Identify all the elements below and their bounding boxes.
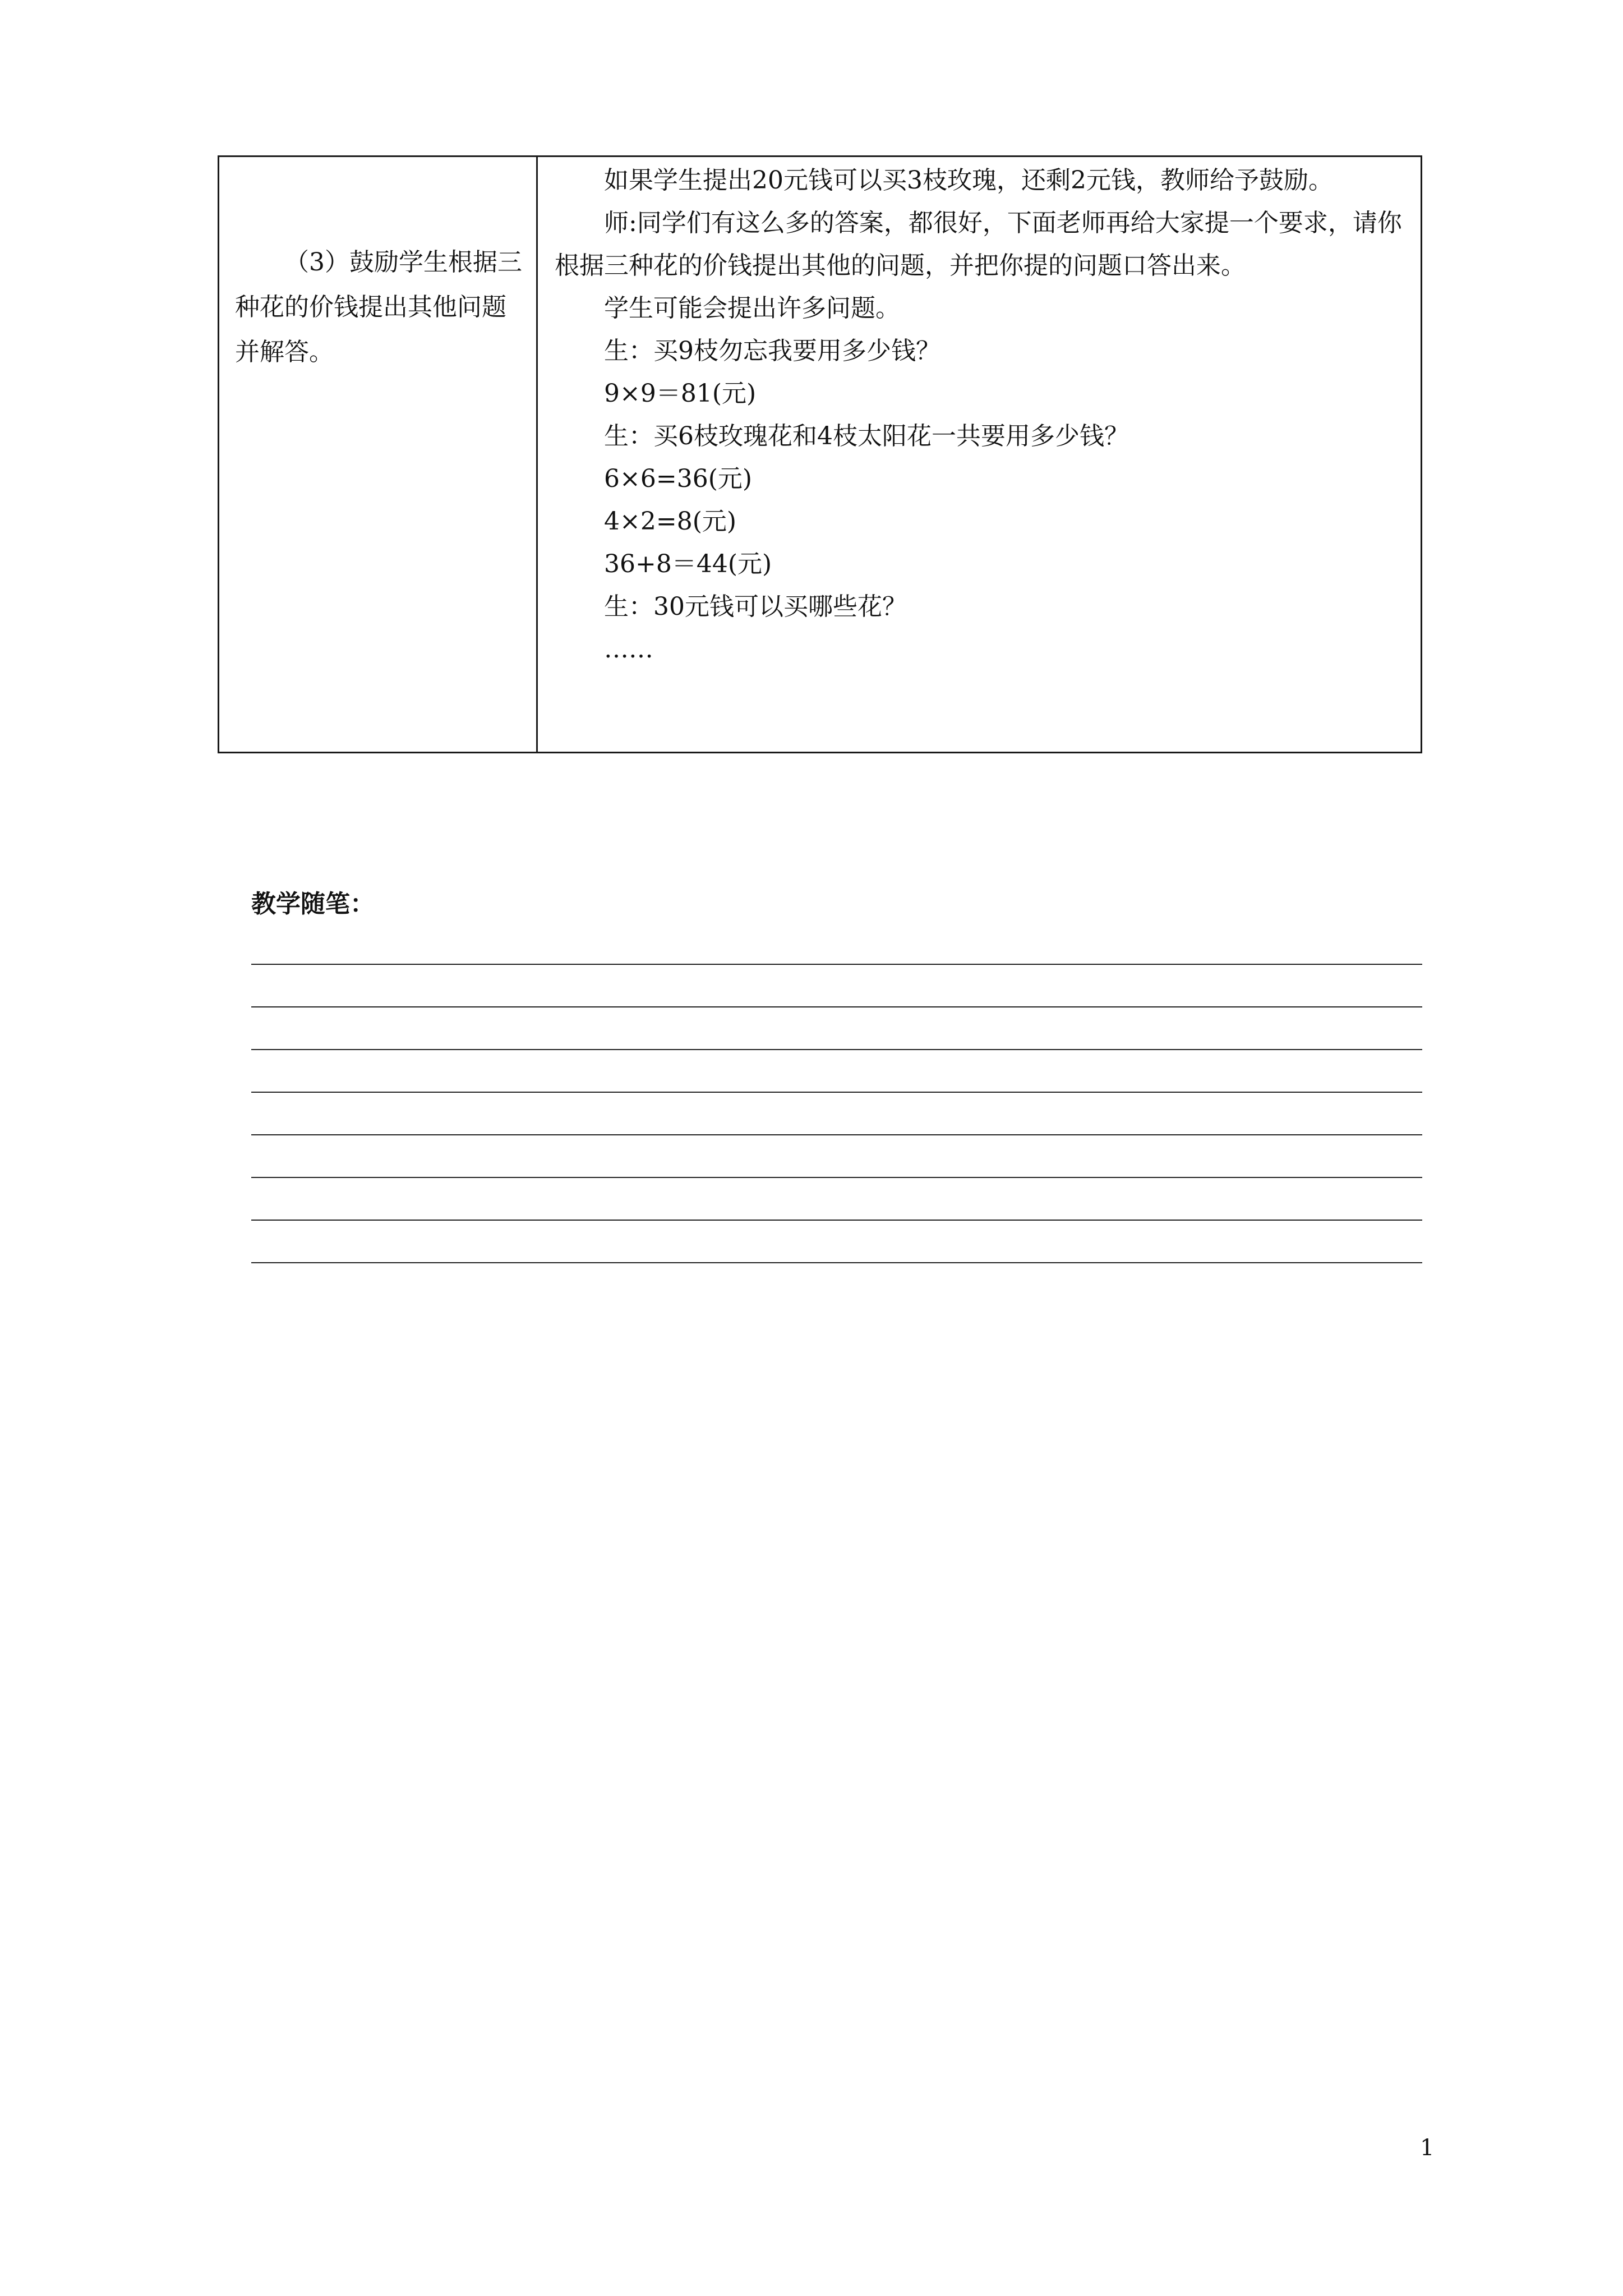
detail-line: 生：30元钱可以买哪些花？	[604, 592, 907, 621]
note-line	[251, 1006, 1422, 1007]
activity-detail-cell	[538, 157, 1421, 752]
detail-line: 学生可能会提出许多问题。	[604, 294, 900, 323]
note-line	[251, 1220, 1422, 1221]
detail-line: 如果学生提出20元钱可以买3枝玫瑰，还剩2元钱，教师给予鼓励。	[604, 166, 1333, 195]
note-line	[251, 1092, 1422, 1093]
note-line	[251, 1177, 1422, 1178]
detail-line: 36+8＝44(元)	[604, 550, 772, 578]
detail-line: 9×9＝81(元)	[604, 379, 757, 408]
teaching-notes-label: 教学随笔：	[251, 890, 375, 918]
page-number: 1	[1420, 2135, 1435, 2161]
detail-line: 师:同学们有这么多的答案，都很好，下面老师再给大家提一个要求，请你根据三种花的价钱提出其他的问题，并把你提的问题口答出来。	[555, 209, 1402, 280]
note-line	[251, 1134, 1422, 1135]
detail-line: 生：买6枝玫瑰花和4枝太阳花一共要用多少钱？	[604, 422, 1129, 450]
step-description-cell	[219, 157, 538, 752]
note-line	[251, 1262, 1422, 1263]
note-line	[251, 964, 1422, 965]
detail-line: ……	[604, 635, 653, 664]
lesson-table	[218, 155, 1422, 753]
step-description: （3）鼓励学生根据三种花的价钱提出其他问题并解答。	[235, 248, 522, 366]
detail-line: 6×6=36(元)	[604, 464, 753, 493]
detail-line: 生：买9枝勿忘我要用多少钱？	[604, 337, 940, 365]
note-line	[251, 1049, 1422, 1050]
detail-line: 4×2=8(元)	[604, 507, 737, 536]
